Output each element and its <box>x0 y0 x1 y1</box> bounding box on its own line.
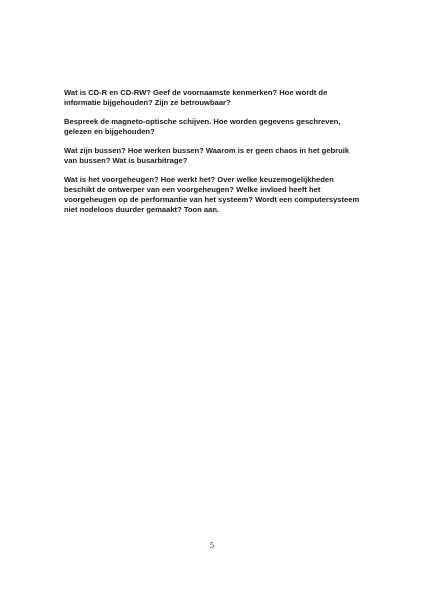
question-heading: Wat is het voorgeheugen? Hoe werkt het? Over welke keuzemogelijkheden beschikt de ontwerper van een voorgeheugen? Welke invloed heeft het voorgeheugen op de performantie van het systeem? Wordt een computersysteem niet nodeloos duurder gemaakt? Toon aan. <box>64 175 360 214</box>
section-buses <box>64 146 360 166</box>
section-cdr-cdrw <box>64 88 360 108</box>
section-cache <box>64 175 360 215</box>
section-magneto-optical <box>64 117 360 137</box>
question-heading: Bespreek de magneto-optische schijven. Hoe worden gegevens geschreven, gelezen en bijgehouden? <box>64 117 341 136</box>
question-heading: Wat is CD-R en CD-RW? Geef de voornaamste kenmerken? Hoe wordt de informatie bijgehouden? Zijn ze betrouwbaar? <box>64 88 328 107</box>
page-number: 5 <box>210 541 214 550</box>
question-heading: Wat zijn bussen? Hoe werken bussen? Waarom is er geen chaos in het gebruik van bussen? Wat is busarbitrage? <box>64 146 350 165</box>
